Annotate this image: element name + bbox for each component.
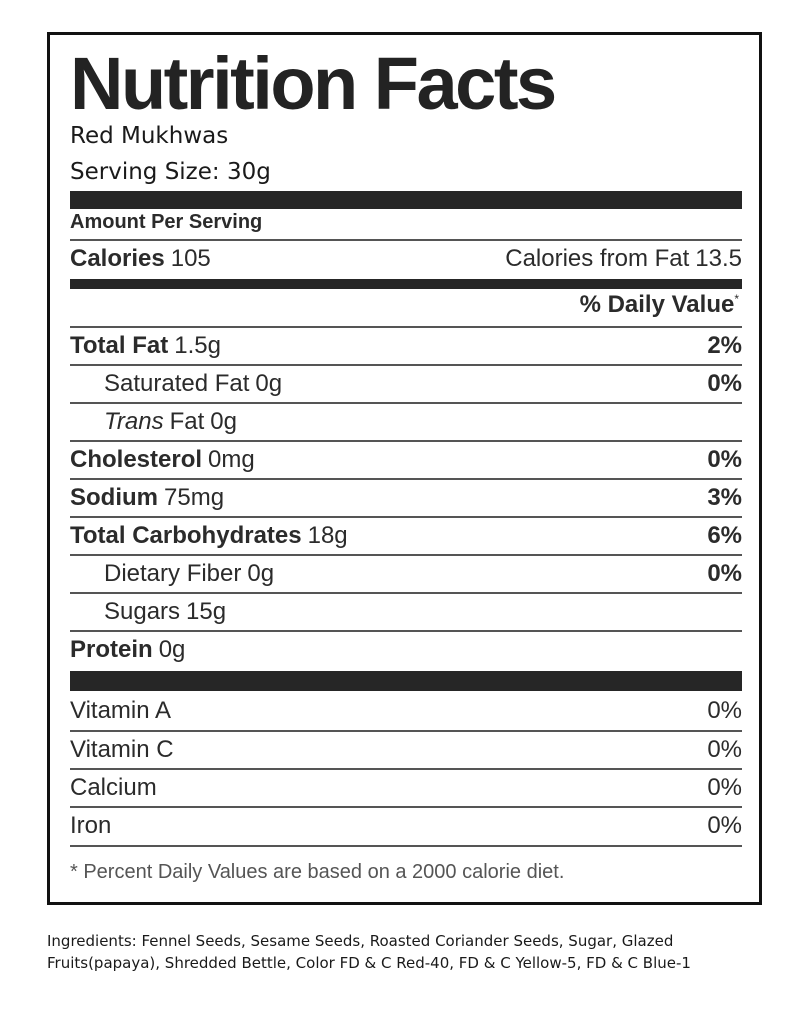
nutrient-row-dietary-fiber: Dietary Fiber 0g 0%: [104, 560, 742, 587]
nutrient-row-cholesterol: Cholesterol 0mg 0%: [70, 446, 742, 473]
daily-value-header: % Daily Value*: [579, 291, 739, 318]
ingredients-text: Ingredients: Fennel Seeds, Sesame Seeds, Roasted Coriander Seeds, Sugar, Glazed Fruits(papaya), Shredded Bettle, Color FD & C Red-40, FD & C Yellow-5, FD & C Blue-1: [47, 932, 691, 972]
footnote: * Percent Daily Values are based on a 2000 calorie diet.: [70, 861, 565, 883]
calories-row: [70, 241, 742, 277]
medium-divider: [70, 279, 742, 289]
calories-from-fat-value: 13.5: [695, 245, 742, 272]
label-title: Nutrition Facts: [70, 42, 555, 125]
vitamin-row-vitamin-a: Vitamin A 0%: [70, 697, 742, 724]
nutrient-row-sugars: Sugars 15g: [104, 598, 227, 625]
vitamin-row-calcium: Calcium 0%: [70, 774, 742, 801]
thick-divider: [70, 191, 742, 209]
nutrient-row-trans-fat: Trans Fat 0g: [104, 408, 237, 435]
calories-from-fat-label: Calories from Fat: [505, 245, 690, 272]
calories-value: 105: [170, 245, 211, 272]
thick-divider: [70, 671, 742, 691]
calories-label: Calories: [70, 245, 165, 272]
amount-per-serving: Amount Per Serving: [70, 211, 263, 233]
nutrition-facts-label: [47, 32, 762, 905]
vitamin-row-vitamin-c: Vitamin C 0%: [70, 736, 742, 763]
nutrient-row-sodium: Sodium 75mg 3%: [70, 484, 742, 511]
nutrient-row-total-carbohydrates: Total Carbohydrates 18g 6%: [70, 522, 742, 549]
nutrient-row-total-fat: Total Fat 1.5g 2%: [70, 332, 742, 359]
serving-size: Serving Size: 30g: [70, 159, 271, 185]
nutrient-row-saturated-fat: Saturated Fat 0g 0%: [104, 370, 742, 397]
divider: [70, 845, 742, 847]
nutrient-row-protein: Protein 0g: [70, 636, 186, 663]
vitamin-row-iron: Iron 0%: [70, 812, 742, 839]
product-name: Red Mukhwas: [70, 123, 229, 149]
